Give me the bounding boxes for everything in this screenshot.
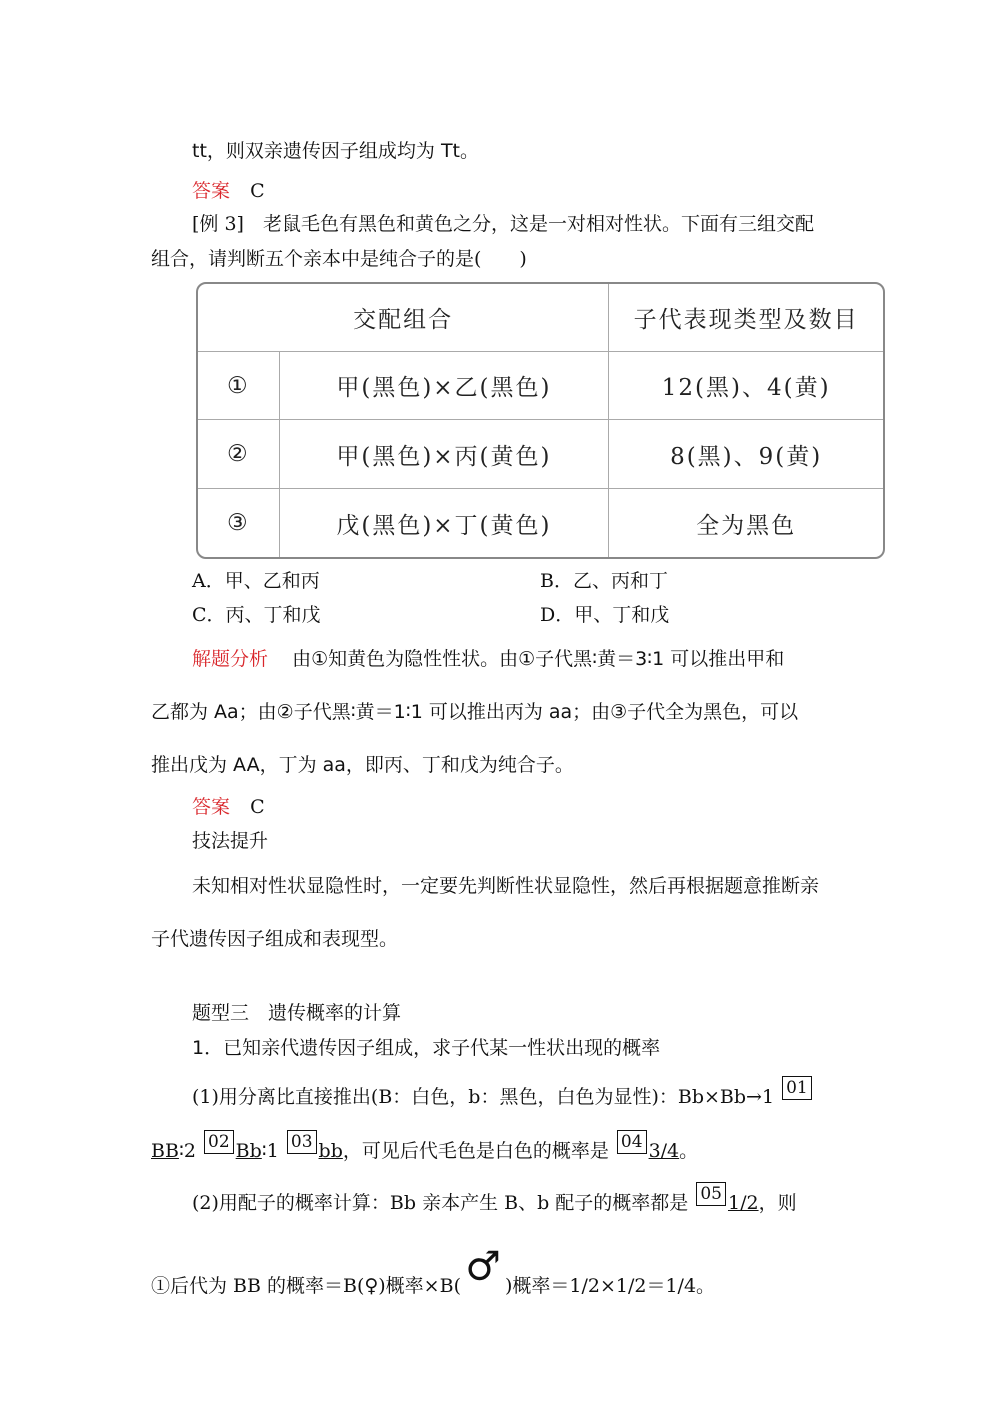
answer-value: C [250,796,265,818]
blank-04: 04 [617,1130,647,1154]
tip-line1: 未知相对性状显隐性时，一定要先判断性状显隐性，然后再根据题意推断亲 [192,875,820,897]
method-2-line1 [192,1184,797,1216]
table-header-result: 子代表现类型及数目 [609,284,883,352]
intro-text: tt，则双亲遗传因子组成均为 Tt。 [192,140,479,162]
method-2-text: (2)用配子的概率计算：Bb 亲本产生 B、b 配子的概率都是 [192,1192,689,1214]
ratio-2: ∶2 [178,1140,196,1162]
answer-value: C [250,180,265,202]
option-c: C．丙、丁和戊 [192,604,321,626]
row-number: ② [198,420,280,489]
option-b: B．乙、丙和丁 [540,570,668,592]
row-cross: 甲(黑色)×乙(黑色) [280,352,610,420]
method-1-conclusion: ，可见后代毛色是白色的概率是 [342,1140,609,1162]
ratio-1: ∶1 [261,1140,279,1162]
analysis-line2: 乙都为 Aa；由②子代黑∶黄＝1∶1 可以推出丙为 aa；由③子代全为黑色，可以 [151,701,799,723]
table-row [198,420,883,489]
blank-02: 02 [204,1130,234,1154]
answer-label: 答案 [192,796,231,818]
period: 。 [679,1140,699,1162]
table-header-cross: 交配组合 [198,284,609,352]
method-2-end: ，则 [758,1192,797,1214]
answer-bb: BB [151,1140,179,1162]
row-cross: 戊(黑色)×丁(黄色) [280,489,610,557]
cross-table [196,282,885,559]
bb-probability-result: )概率＝1/2×1/2＝1/4。 [504,1275,716,1297]
method-1-line2 [151,1132,699,1164]
method-1-line1 [192,1078,814,1110]
section-title: 题型三 遗传概率的计算 [192,1002,402,1024]
option-d: D．甲、丁和戊 [540,604,670,626]
answer-label: 答案 [192,180,231,202]
answer-3-4: 3/4 [648,1140,680,1162]
table-header-row [198,284,883,352]
method-1-text: (1)用分离比直接推出(B：白色，b：黑色，白色为显性)：Bb×Bb→1 [192,1086,775,1108]
analysis-text: 由①知黄色为隐性性状。由①子代黑∶黄＝3∶1 可以推出甲和 [292,648,785,670]
example-3-question-line2: 组合，请判断五个亲本中是纯合子的是( ) [151,248,527,270]
subsection-1: 1．已知亲代遗传因子组成，求子代某一性状出现的概率 [192,1037,661,1059]
table-row [198,352,883,420]
row-result: 全为黑色 [696,512,797,539]
blank-05: 05 [696,1182,726,1206]
bb-probability-text: ①后代为 BB 的概率＝B(♀)概率×B( [151,1275,461,1297]
answer-2 [192,794,265,820]
answer-Bb: Bb [235,1140,262,1162]
row-result: 8(黑)、9(黄) [609,420,883,489]
analysis-line1 [192,646,784,672]
example-3-question-line1: [例 3] 老鼠毛色有黑色和黄色之分，这是一对相对性状。下面有三组交配 [192,213,814,235]
blank-03: 03 [287,1130,317,1154]
answer-1 [192,178,265,204]
row-number: ③ [198,489,280,557]
analysis-line3: 推出戊为 AA，丁为 aa，即丙、丁和戊为纯合子。 [151,754,574,776]
method-2-line2 [151,1244,716,1299]
row-result: 12(黑)、4(黄) [609,352,883,420]
male-symbol-icon: ♂ [465,1244,501,1290]
answer-1-2: 1/2 [727,1192,759,1214]
blank-01: 01 [782,1076,812,1100]
row-cross: 甲(黑色)×丙(黄色) [280,420,610,489]
tip-title: 技法提升 [192,830,269,852]
answer-bb2: bb [318,1140,343,1162]
tip-line2: 子代遗传因子组成和表现型。 [151,928,399,950]
table-row [198,489,883,557]
row-number: ① [198,352,280,420]
option-a: A．甲、乙和丙 [192,570,320,592]
analysis-label: 解题分析 [192,648,269,670]
